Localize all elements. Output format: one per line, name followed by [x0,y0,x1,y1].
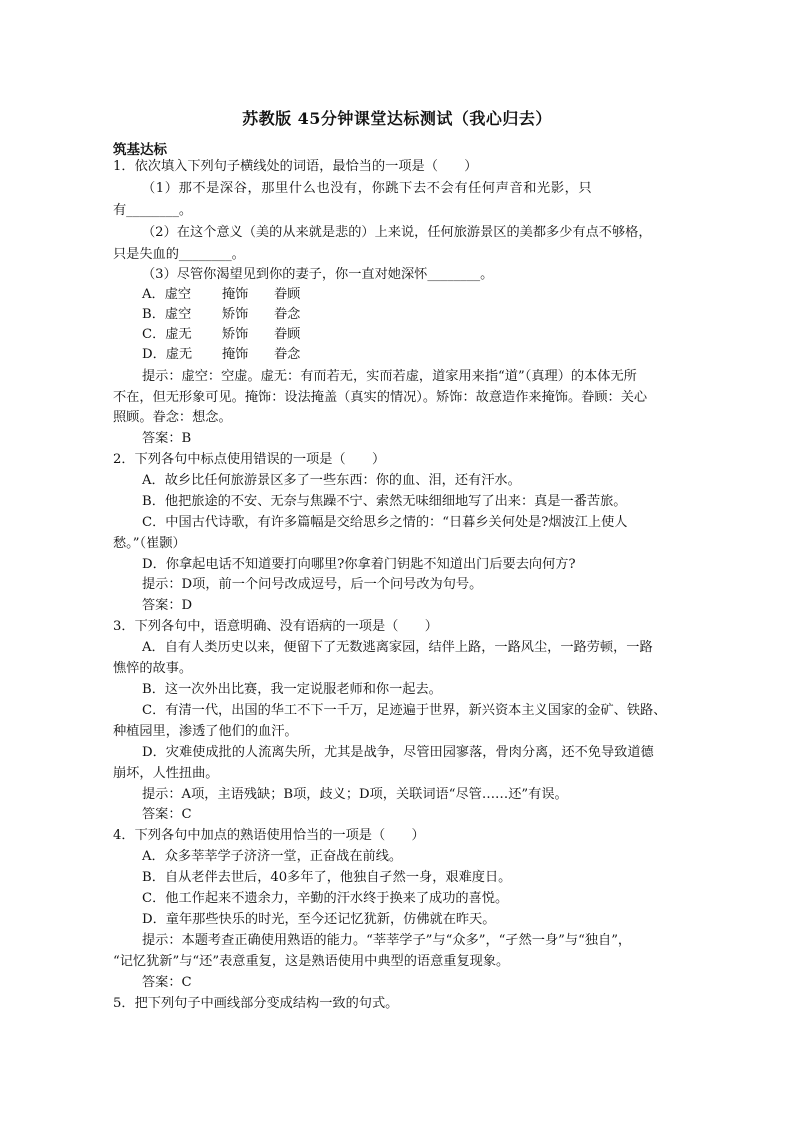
q5-stem: 5．把下列句子中画线部分变成结构一致的句式。 [113,996,399,1011]
q1-hint-line-2: 不在，但无形象可见。掩饰：设法掩盖（真实的情况）。矫饰：故意造作来掩饰。眷顾：关心 [113,390,648,405]
q1-option-a[interactable]: A．虚空 掩饰 眷顾 [142,287,301,302]
q1-sentence-2-cont: 只是失血的________。 [113,247,245,262]
q3-option-a-cont: 憔悴的故事。 [113,661,193,676]
q3-stem: 3．下列各句中，语意明确、没有语病的一项是（ ） [113,619,438,634]
q2-hint: 提示：D项，前一个问号改成逗号，后一个问号改为句号。 [142,577,483,592]
q4-option-a[interactable]: A．众多莘莘学子济济一堂，正奋战在前线。 [142,849,403,864]
section-heading: 筑基达标 [113,142,167,158]
q1-hint-line-1: 提示：虚空：空虚。虚无：有而若无，实而若虚，道家用来指“道”（真理）的本体无所 [142,369,637,384]
q2-option-c-cont: 愁。”（崔颢） [113,536,186,551]
q2-option-c[interactable]: C．中国古代诗歌，有许多篇幅是交给思乡之情的：“日暮乡关何处是?烟波江上使人 [142,515,628,530]
q3-option-d-cont: 崩坏，人性扭曲。 [113,766,219,781]
q4-answer: 答案：C [142,975,192,990]
q1-sentence-1-cont: 有________。 [113,203,193,218]
q3-option-c-cont: 种植园里，渗透了他们的血汗。 [113,724,298,739]
q4-option-b[interactable]: B．自从老伴去世后，40多年了，他独自孑然一身，艰难度日。 [142,870,512,885]
q1-sentence-1: （1）那不是深谷，那里什么也没有，你跳下去不会有任何声音和光影，只 [142,181,593,196]
q3-answer: 答案：C [142,807,192,822]
q2-option-b[interactable]: B．他把旅途的不安、无奈与焦躁不宁、索然无味细细地写了出来：真是一番苦旅。 [142,494,627,509]
q1-sentence-3: （3）尽管你渴望见到你的妻子，你一直对她深怀________。 [142,267,494,282]
q2-answer: 答案：D [142,598,193,613]
q4-option-d[interactable]: D．童年那些快乐的时光，至今还记忆犹新，仿佛就在昨天。 [142,912,496,927]
q1-answer: 答案：B [142,431,192,446]
q2-option-d[interactable]: D．你拿起电话不知道要打向哪里?你拿着门钥匙不知道出门后要去向何方? [142,557,576,572]
q3-option-a[interactable]: A．自有人类历史以来，便留下了无数逃离家园，结伴上路，一路风尘，一路劳顿，一路 [142,640,653,655]
q4-option-c[interactable]: C．他工作起来不遗余力，辛勤的汗水终于换来了成功的喜悦。 [142,891,509,906]
q1-hint-line-3: 照顾。眷念：想念。 [113,410,232,425]
q1-sentence-2: （2）在这个意义（美的从来就是悲的）上来说，任何旅游景区的美都多少有点不够格， [142,225,652,240]
q4-hint-line-2: “记忆犹新”与“还”表意重复，这是熟语使用中典型的语意重复现象。 [113,954,510,969]
q1-option-b[interactable]: B．虚空 矫饰 眷念 [142,307,301,322]
q1-stem: 1．依次填入下列句子横线处的词语，最恰当的一项是（ ） [113,159,478,174]
q2-stem: 2．下列各句中标点使用错误的一项是（ ） [113,452,386,467]
q3-hint: 提示：A项，主语残缺；B项，歧义；D项，关联词语“尽管……还”有误。 [142,787,568,802]
q3-option-c[interactable]: C．有清一代，出国的华工不下一千万，足迹遍于世界，新兴资本主义国家的金矿、铁路、 [142,703,667,718]
q3-option-d[interactable]: D．灾难使成批的人流离失所，尤其是战争，尽管田园寥落，骨肉分离，还不免导致道德 [142,745,654,760]
q1-option-d[interactable]: D．虚无 掩饰 眷念 [142,347,301,362]
q1-option-c[interactable]: C．虚无 矫饰 眷顾 [142,327,301,342]
document-title: 苏教版 45分钟课堂达标测试（我心归去） [242,109,552,128]
q4-hint-line-1: 提示：本题考查正确使用熟语的能力。“莘莘学子”与“众多”，“孑然一身”与“独自”， [142,933,632,948]
q4-stem: 4．下列各句中加点的熟语使用恰当的一项是（ ） [113,828,425,843]
q2-option-a[interactable]: A．故乡比任何旅游景区多了一些东西：你的血、泪，还有汗水。 [142,473,521,488]
q3-option-b[interactable]: B．这一次外出比赛，我一定说服老师和你一起去。 [142,682,442,697]
